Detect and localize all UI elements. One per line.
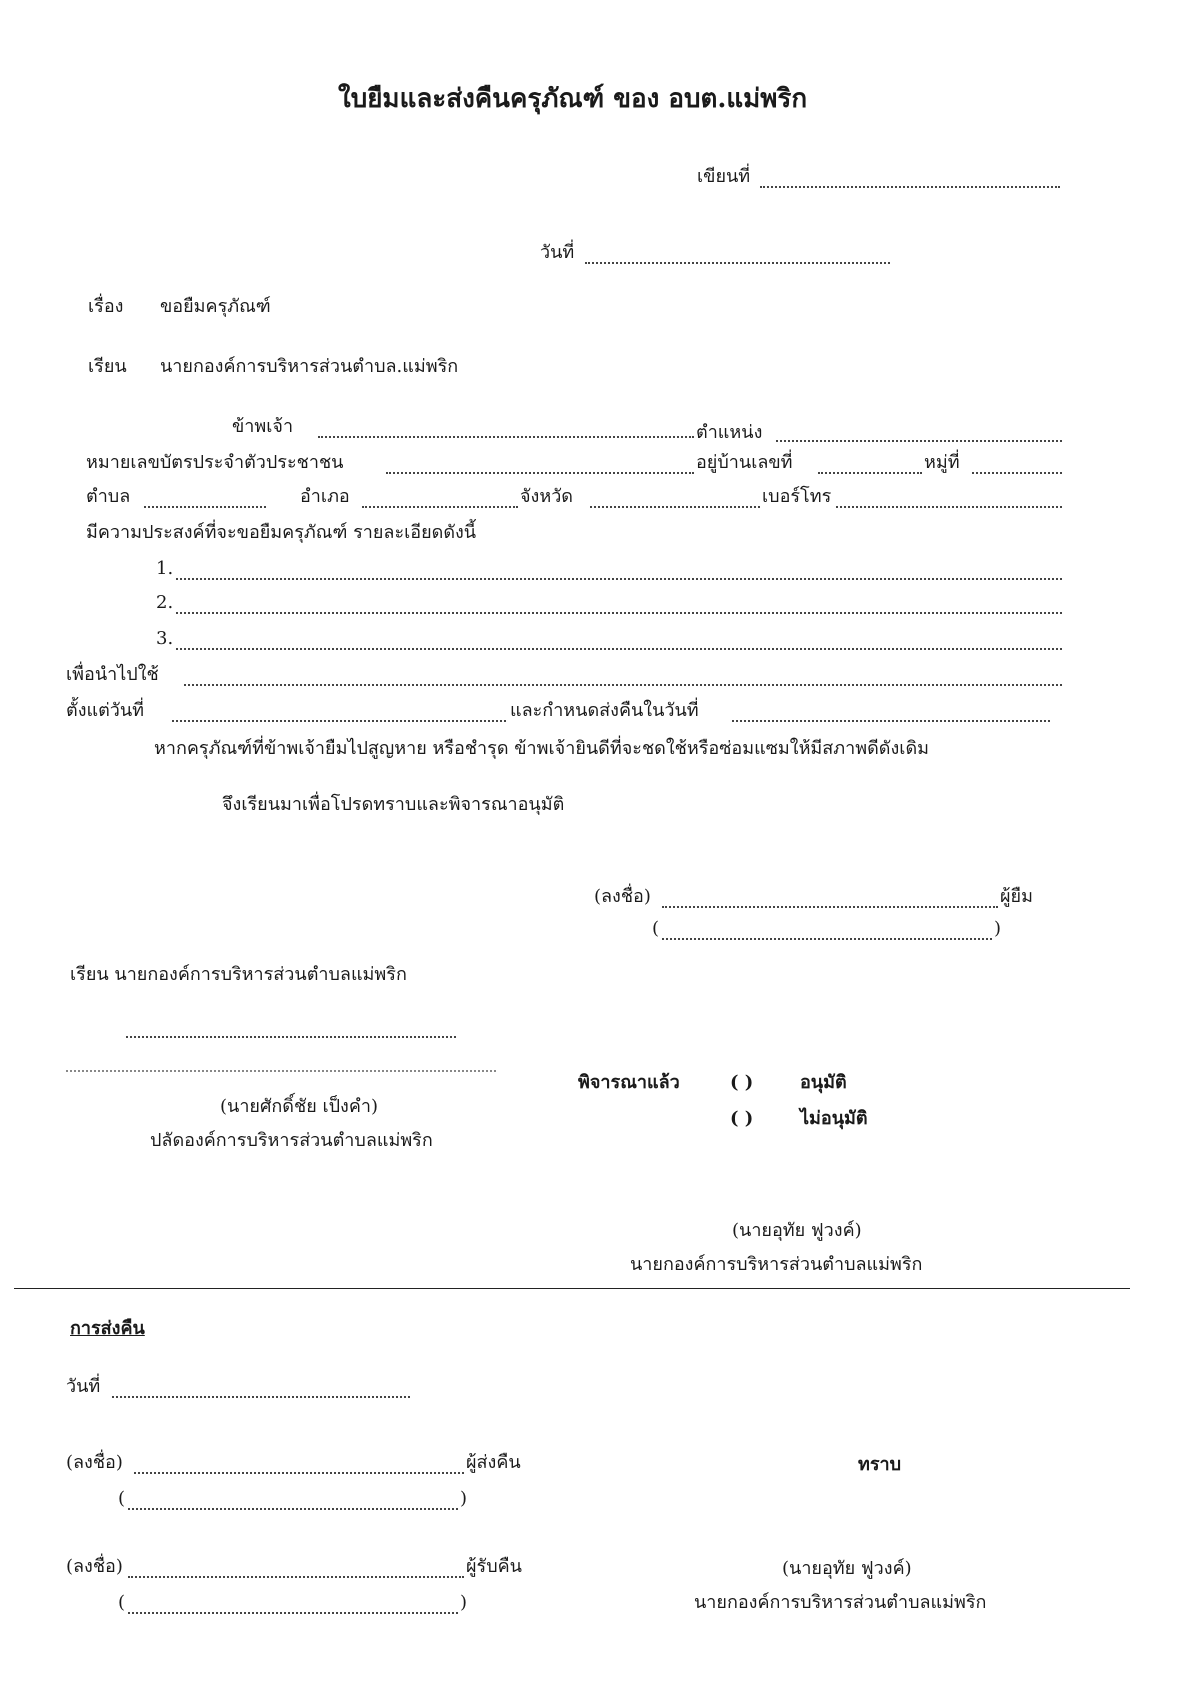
- moo-field[interactable]: [972, 472, 1062, 474]
- from-date-label: ตั้งแต่วันที่: [66, 700, 145, 721]
- from-date-field[interactable]: [172, 720, 506, 722]
- borrower-name-field[interactable]: [662, 938, 992, 940]
- returner-label: ผู้ส่งคืน: [466, 1452, 521, 1473]
- phone-field[interactable]: [836, 506, 1062, 508]
- borrower-sign-label: (ลงชื่อ): [594, 886, 651, 907]
- item-number-3: 3.: [156, 628, 174, 649]
- acknowledge-label: ทราบ: [858, 1454, 902, 1475]
- not-approve-checkbox[interactable]: ( ): [730, 1108, 754, 1129]
- receiver-sign-field[interactable]: [128, 1576, 464, 1578]
- house-no-field[interactable]: [818, 472, 922, 474]
- position-label: ตำแหน่ง: [696, 422, 763, 443]
- position-field[interactable]: [776, 440, 1062, 442]
- not-approve-label: ไม่อนุมัติ: [800, 1108, 868, 1129]
- mayor-name-2: (นายอุทัย ฟูวงค์): [782, 1558, 912, 1579]
- amphoe-field[interactable]: [362, 506, 518, 508]
- tambon-label: ตำบล: [86, 486, 131, 507]
- house-no-label: อยู่บ้านเลขที่: [696, 452, 793, 473]
- date-label: วันที่: [540, 242, 575, 263]
- return-date-field-2[interactable]: [112, 1396, 410, 1398]
- use-for-field[interactable]: [184, 684, 1062, 686]
- id-card-field[interactable]: [386, 472, 694, 474]
- item-field-3[interactable]: [176, 648, 1062, 650]
- to-mayor-line: เรียน นายกองค์การบริหารส่วนตำบลแม่พริก: [70, 964, 407, 985]
- receiver-label: ผู้รับคืน: [466, 1556, 522, 1577]
- receiver-paren-open: (: [118, 1592, 126, 1613]
- phone-label: เบอร์โทร: [762, 486, 832, 507]
- clerk-name: (นายศักดิ์ชัย เป็งคำ): [220, 1096, 379, 1117]
- borrower-sign-field[interactable]: [662, 906, 998, 908]
- i-me-label: ข้าพเจ้า: [232, 416, 294, 437]
- approve-label: อนุมัติ: [800, 1072, 847, 1093]
- clerk-note-line-1[interactable]: [126, 1036, 456, 1038]
- written-at-field[interactable]: [760, 186, 1060, 188]
- tambon-field[interactable]: [144, 506, 266, 508]
- receiver-paren-close: ): [460, 1592, 468, 1613]
- return-date-label-2: วันที่: [66, 1376, 101, 1397]
- to-label: เรียน: [88, 356, 127, 377]
- clerk-title: ปลัดองค์การบริหารส่วนตำบลแม่พริก: [150, 1130, 433, 1151]
- clerk-note-line-2[interactable]: [66, 1070, 496, 1072]
- province-label: จังหวัด: [520, 486, 573, 507]
- province-field[interactable]: [590, 506, 760, 508]
- item-number-2: 2.: [156, 592, 174, 613]
- written-at-label: เขียนที่: [697, 166, 751, 187]
- subject-text: ขอยืมครุภัณฑ์: [160, 296, 271, 317]
- receiver-sign-label: (ลงชื่อ): [66, 1556, 123, 1577]
- returner-sign-field[interactable]: [134, 1472, 464, 1474]
- use-for-label: เพื่อนำไปใช้: [66, 664, 159, 685]
- moo-label: หมู่ที่: [924, 452, 960, 473]
- return-date-label: และกำหนดส่งคืนในวันที่: [510, 700, 699, 721]
- receiver-name-field[interactable]: [128, 1612, 458, 1614]
- item-number-1: 1.: [156, 558, 174, 579]
- item-field-2[interactable]: [176, 612, 1062, 614]
- section-divider: [14, 1288, 1130, 1289]
- considered-label: พิจารณาแล้ว: [578, 1072, 680, 1093]
- purpose-intro: มีความประสงค์ที่จะขอยืมครุภัณฑ์ รายละเอียดดังนี้: [86, 522, 477, 543]
- return-section-title: การส่งคืน: [70, 1318, 145, 1339]
- borrower-paren-close: ): [994, 918, 1002, 939]
- returner-paren-open: (: [118, 1488, 126, 1509]
- date-field[interactable]: [585, 262, 890, 264]
- id-card-label: หมายเลขบัตรประจำตัวประชาชน: [86, 452, 344, 473]
- name-field[interactable]: [318, 436, 694, 438]
- mayor-name: (นายอุทัย ฟูวงค์): [732, 1220, 862, 1241]
- subject-label: เรื่อง: [88, 296, 124, 317]
- returner-name-field[interactable]: [128, 1508, 458, 1510]
- borrower-paren-open: (: [652, 918, 660, 939]
- borrower-label: ผู้ยืม: [1000, 886, 1033, 907]
- mayor-title: นายกองค์การบริหารส่วนตำบลแม่พริก: [630, 1254, 923, 1275]
- returner-paren-close: ): [460, 1488, 468, 1509]
- closing-text: จึงเรียนมาเพื่อโปรดทราบและพิจารณาอนุมัติ: [222, 794, 565, 815]
- item-field-1[interactable]: [176, 578, 1062, 580]
- return-date-field[interactable]: [732, 720, 1050, 722]
- amphoe-label: อำเภอ: [300, 486, 350, 507]
- liability-text: หากครุภัณฑ์ที่ข้าพเจ้ายืมไปสูญหาย หรือชำรุด ข้าพเจ้ายินดีที่จะชดใช้หรือซ่อมแซมให้มีสภาพดีดังเดิม: [154, 738, 929, 759]
- mayor-title-2: นายกองค์การบริหารส่วนตำบลแม่พริก: [694, 1592, 987, 1613]
- page-title: ใบยืมและส่งคืนครุภัณฑ์ ของ อบต.แม่พริก: [338, 84, 808, 114]
- to-text: นายกองค์การบริหารส่วนตำบล.แม่พริก: [160, 356, 459, 377]
- approve-checkbox[interactable]: ( ): [730, 1072, 754, 1093]
- returner-sign-label: (ลงชื่อ): [66, 1452, 123, 1473]
